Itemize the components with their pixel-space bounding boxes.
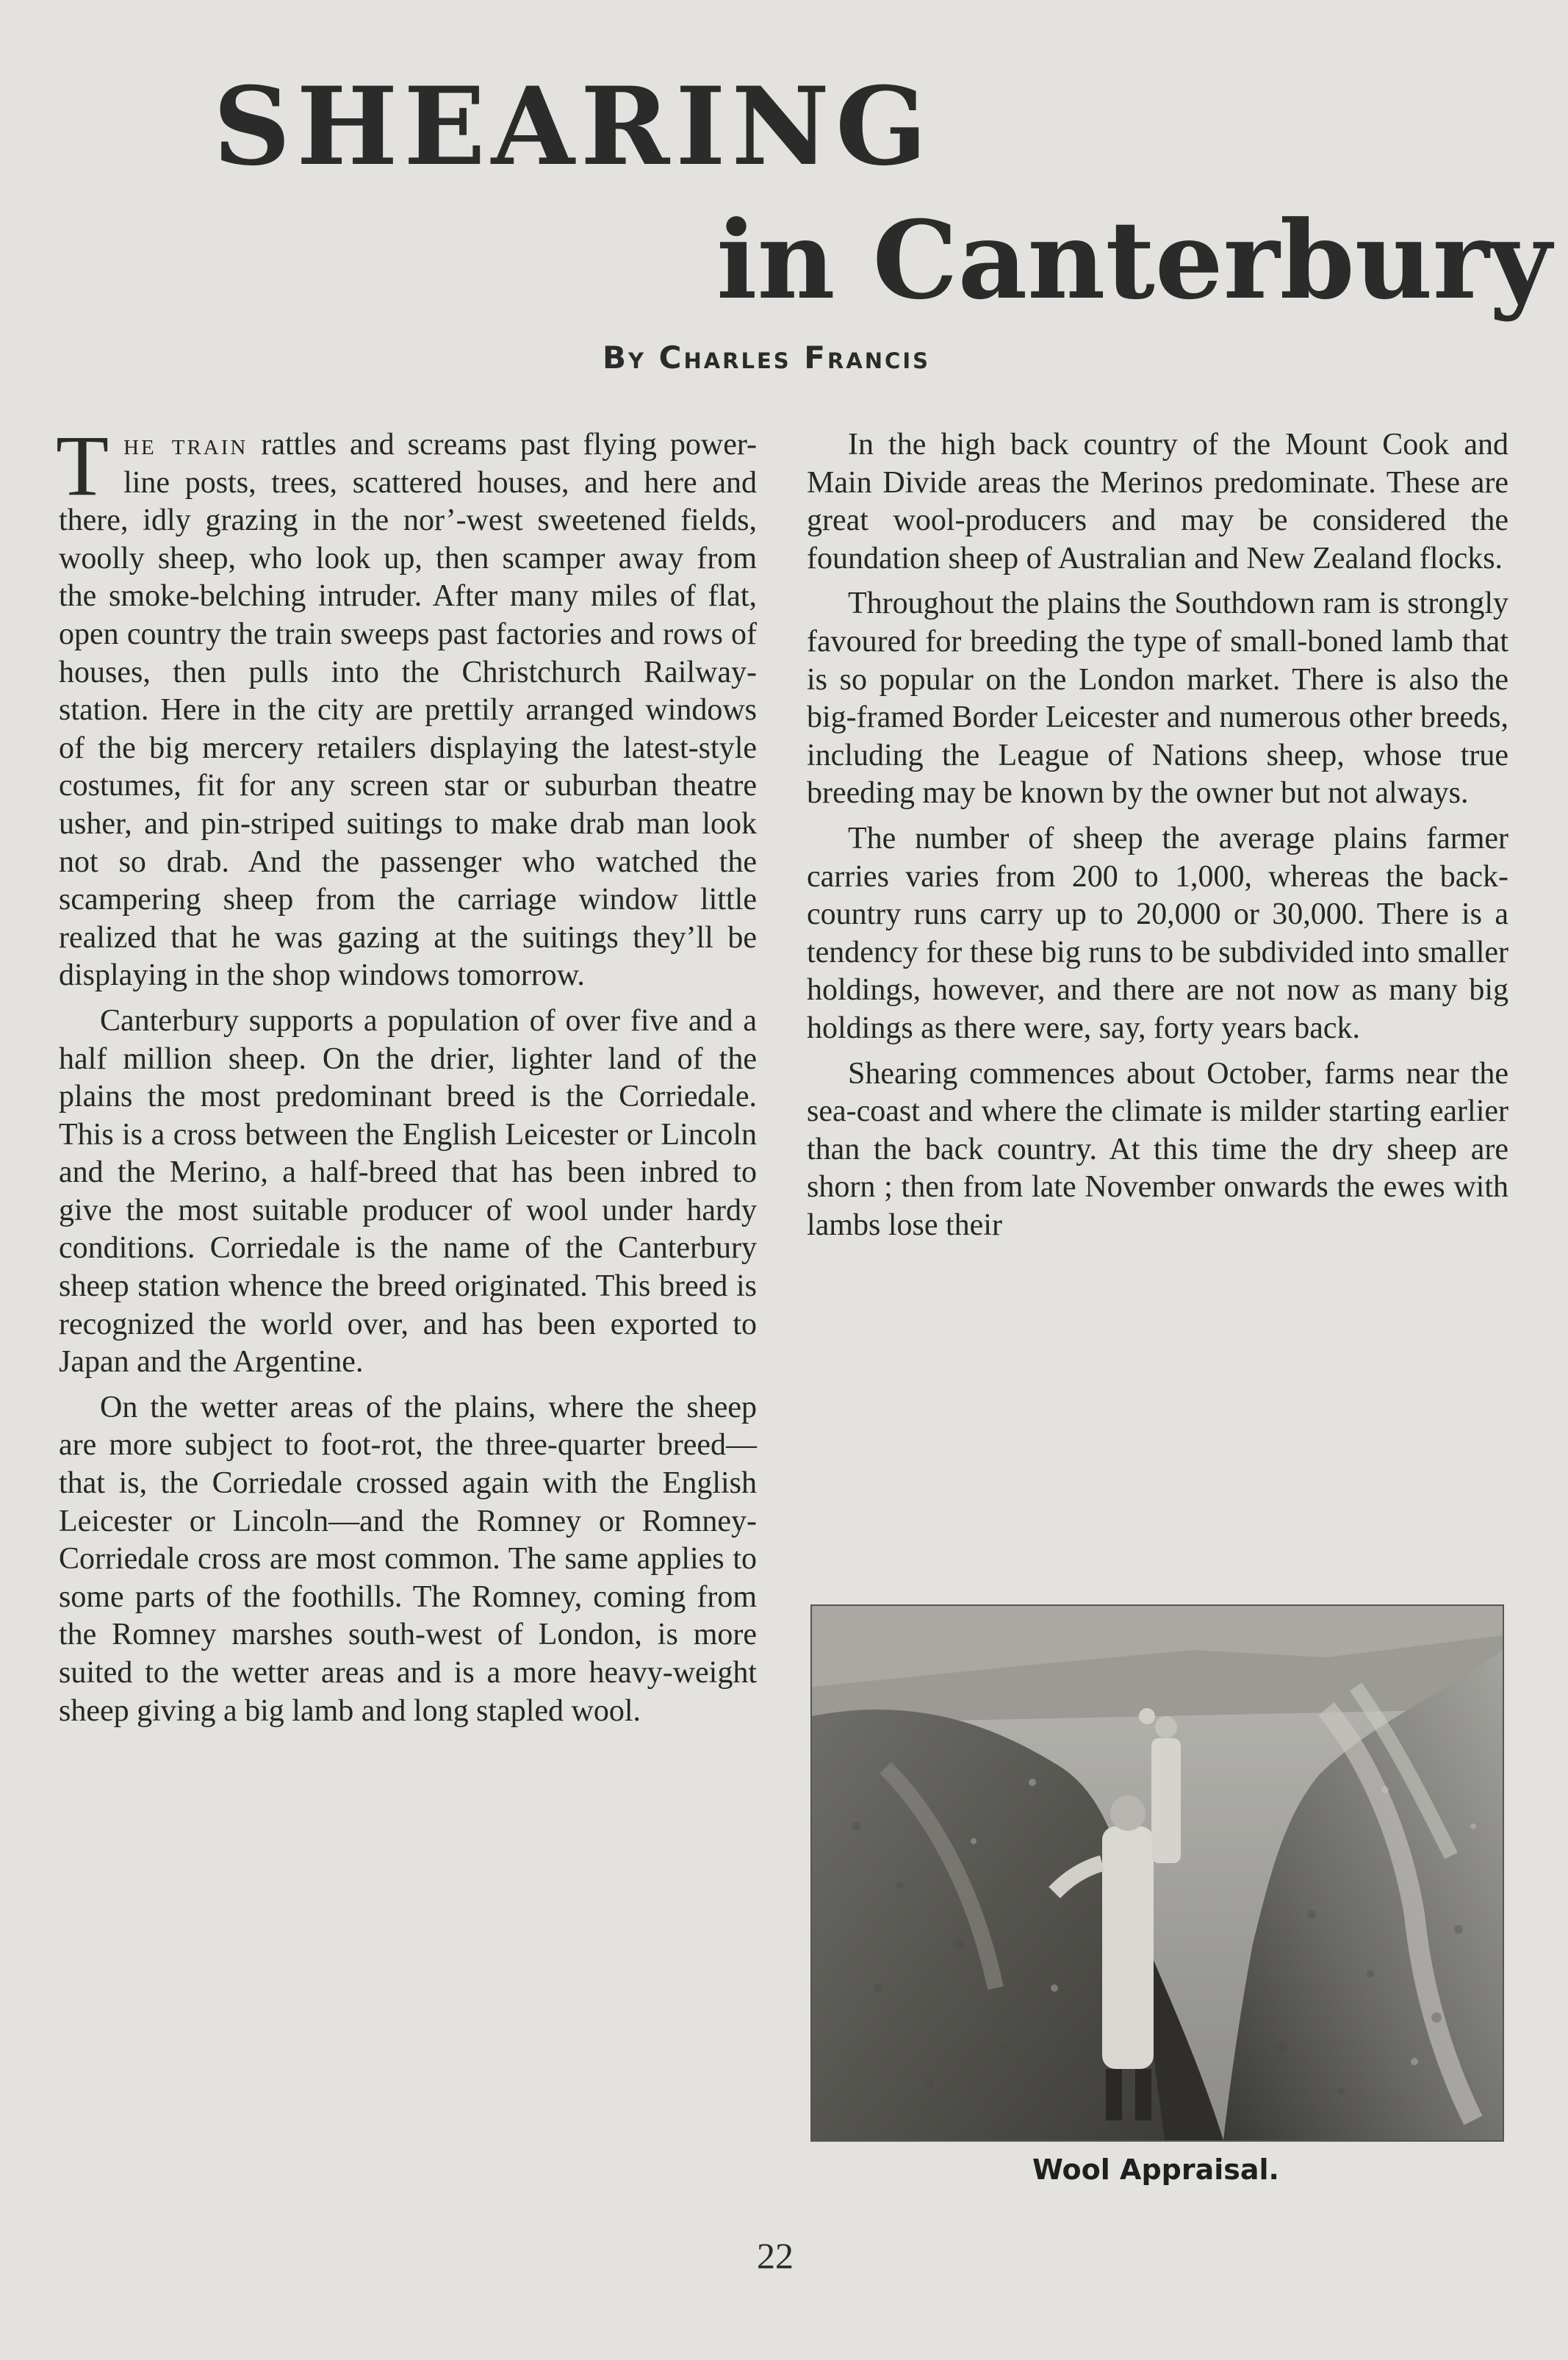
opening-text: rattles and screams past flying power-line posts, trees, scattered houses, and here and there, idly grazing in the nor’-west sweetened fields, woolly sheep, who look up, then scamper away from the smoke-belching intruder. After many miles of flat, open country the train sweeps past factories and rows of houses, then pulls into the Christchurch Railway-station. Here in the city are prettily arranged windows of the big mercery retailers displaying the latest-style costumes, fit for any screen star or suburban theatre usher, and pin-striped suitings to make drab man look not so drab. And the passenger who watched the scampering sheep from the carriage window little realized that he was gazing at the suitings they’ll be displaying in the shop windows tomorrow. [59, 428, 757, 993]
left-column [56, 417, 757, 1737]
paragraph: Canterbury supports a population of over five and a half million sheep. On the drier, lighter land of the plains the most predominant breed is the Corriedale. This is a cross between the English Leicester or Lincoln and the Merino, a half-breed that has been inbred to give the most suitable producer of wool under hardy conditions. Corriedale is the name of the Canterbury sheep station whence the breed originated. This breed is recognized the world over, and has been exported to Japan and the Argentine. [59, 1003, 757, 1380]
paragraph: In the high back country of the Mount Cook and Main Divide areas the Merinos predominate. These are great wool-producers and may be considered the foundation sheep of Australian and New Zealand flocks. [807, 428, 1508, 575]
opening-paragraph [56, 417, 757, 995]
byline-text: By Charles Francis [603, 340, 930, 376]
article-title-line1: SHEARING [213, 64, 933, 190]
paragraph: The number of sheep the average plains farmer carries varies from 200 to 1,000, whereas the back-country runs carry up to 20,000 or 30,000. There is a tendency for these big runs to be subdivided into smaller holdings, however, and there are not now as many big holdings as there were, say, forty years back. [807, 821, 1508, 1045]
paragraph: On the wetter areas of the plains, where the sheep are more subject to foot-rot, the three-quarter breed—that is, the Corriedale crossed again with the English Leicester or Lincoln—and the Romney or Romney-Corriedale cross are most common. The same applies to some parts of the foothills. The Romney, coming from the Romney marshes south-west of London, is more suited to the wetter areas and is a more heavy-weight sheep giving a big lamb and long stapled wool. [59, 1390, 757, 1728]
article-title-line2: in Canterbury [716, 198, 1552, 323]
paragraph: Throughout the plains the Southdown ram is strongly favoured for breeding the type of small-boned lamb that is so popular on the London market. There is also the big-framed Border Leicester and numerous other breeds, including the League of Nations sheep, whose true breeding may be known by the owner but not always. [807, 587, 1508, 811]
page-number: 22 [757, 2235, 794, 2276]
opening-smallcaps: he train [123, 428, 248, 462]
right-column [807, 426, 1508, 1252]
drop-cap: T [56, 417, 109, 514]
wool-appraisal-photo [810, 1604, 1504, 2142]
paragraph: Shearing commences about October, farms near the sea-coast and where the climate is milder starting earlier than the back country. At this time the dry sheep are shorn ; then from late November onwards the ewes with lambs lose their [807, 1056, 1508, 1242]
photo-caption: Wool Appraisal. [1032, 2153, 1279, 2186]
article-byline [603, 340, 930, 376]
